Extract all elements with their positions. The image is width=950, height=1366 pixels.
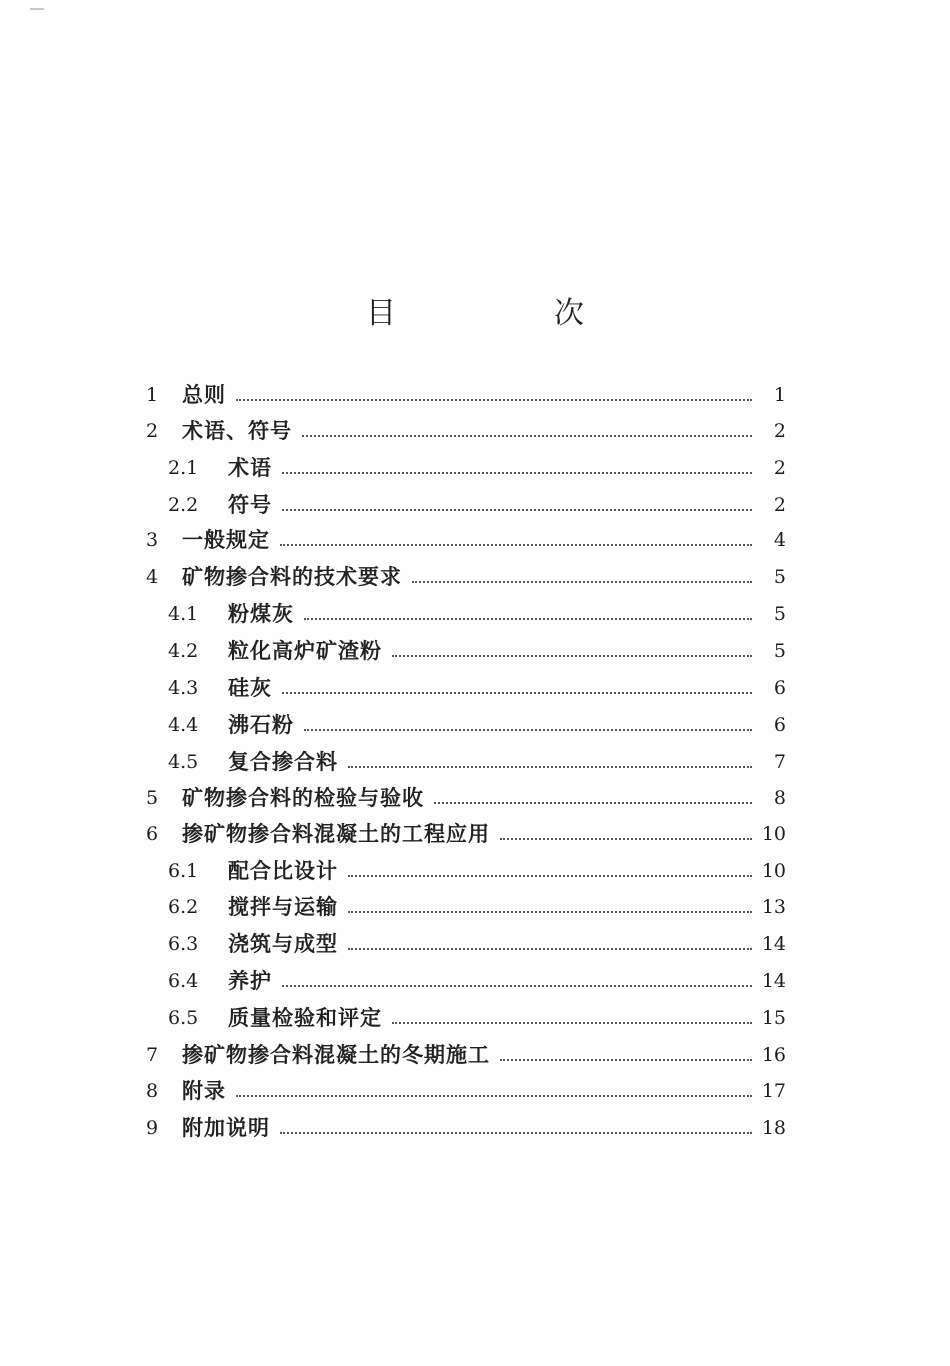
toc-number: 8 (146, 1080, 159, 1102)
toc-number: 5 (146, 787, 159, 809)
toc-entry-6-2[interactable] (168, 893, 786, 921)
toc-page: 5 (773, 640, 786, 662)
toc-entry-4-5[interactable] (168, 748, 786, 776)
toc-label: 硅灰 (228, 676, 272, 700)
toc-page: 10 (761, 860, 786, 882)
toc-number: 2.2 (168, 494, 199, 516)
toc-entry-4-3[interactable] (168, 674, 786, 702)
toc-label: 养护 (228, 969, 272, 993)
toc-entry-5[interactable] (146, 784, 786, 812)
toc-leader (304, 618, 752, 620)
toc-entry-2[interactable] (146, 417, 786, 445)
toc-label: 术语 (228, 456, 272, 480)
toc-number: 4.3 (168, 677, 199, 699)
toc-label: 符号 (228, 493, 272, 517)
toc-number: 6.1 (168, 860, 199, 882)
toc-entry-2-1[interactable] (168, 454, 786, 482)
toc-leader (282, 985, 752, 987)
toc-number: 6 (146, 823, 159, 845)
toc-number: 6.3 (168, 933, 199, 955)
toc-page: 6 (773, 677, 786, 699)
toc-leader (348, 911, 752, 913)
toc-number: 2.1 (168, 457, 199, 479)
toc-number: 1 (146, 384, 159, 406)
toc-number: 6.2 (168, 896, 199, 918)
toc-page: 2 (773, 457, 786, 479)
toc-leader (280, 1132, 752, 1134)
toc-page: 14 (761, 970, 786, 992)
toc-label: 附加说明 (182, 1116, 270, 1140)
toc-number: 4.1 (168, 603, 199, 625)
toc-leader (392, 1022, 752, 1024)
toc-leader (392, 655, 752, 657)
toc-entry-3[interactable] (146, 526, 786, 554)
toc-leader (500, 1059, 752, 1061)
toc-label: 粉煤灰 (228, 602, 294, 626)
toc-number: 4.5 (168, 751, 199, 773)
toc-label: 复合掺合料 (228, 750, 338, 774)
toc-page: 13 (761, 896, 786, 918)
toc-leader (434, 802, 752, 804)
toc-number: 3 (146, 529, 159, 551)
toc-leader (236, 399, 752, 401)
toc-number: 9 (146, 1117, 159, 1139)
toc-page: 7 (773, 751, 786, 773)
toc-number: 6.5 (168, 1007, 199, 1029)
toc-page: 2 (773, 494, 786, 516)
toc-leader (348, 948, 752, 950)
toc-label: 附录 (182, 1079, 226, 1103)
toc-leader (282, 692, 752, 694)
toc-leader (282, 509, 752, 511)
toc-page: 5 (773, 566, 786, 588)
toc-entry-6-4[interactable] (168, 967, 786, 995)
toc-entry-4-1[interactable] (168, 600, 786, 628)
toc-page: 10 (761, 823, 786, 845)
toc-label: 质量检验和评定 (228, 1006, 382, 1030)
toc-page: 16 (761, 1044, 786, 1066)
toc-number: 4 (146, 566, 159, 588)
toc-number: 4.4 (168, 714, 199, 736)
toc-page: 4 (773, 529, 786, 551)
toc-label: 掺矿物掺合料混凝土的冬期施工 (182, 1043, 490, 1067)
toc-leader (500, 838, 752, 840)
toc-entry-4[interactable] (146, 563, 786, 591)
toc-entry-6-3[interactable] (168, 930, 786, 958)
toc-entry-1[interactable] (146, 381, 786, 409)
toc-label: 配合比设计 (228, 859, 338, 883)
toc-page: 5 (773, 603, 786, 625)
toc-label: 浇筑与成型 (228, 932, 338, 956)
toc-leader (348, 875, 752, 877)
toc-label: 沸石粉 (228, 713, 294, 737)
toc-entry-8[interactable] (146, 1077, 786, 1105)
toc-leader (348, 766, 752, 768)
toc-leader (302, 435, 752, 437)
toc-label: 总则 (182, 383, 226, 407)
toc-page: 15 (761, 1007, 786, 1029)
toc-entry-4-2[interactable] (168, 637, 786, 665)
toc-leader (236, 1095, 752, 1097)
toc-leader (282, 472, 752, 474)
toc-label: 粒化高炉矿渣粉 (228, 639, 382, 663)
toc-entry-4-4[interactable] (168, 711, 786, 739)
toc-entry-2-2[interactable] (168, 491, 786, 519)
toc-page: 8 (773, 787, 786, 809)
toc-page: 14 (761, 933, 786, 955)
toc-number: 7 (146, 1044, 159, 1066)
toc-label: 搅拌与运输 (228, 895, 338, 919)
toc-page: 2 (773, 420, 786, 442)
toc-page: 17 (761, 1080, 786, 1102)
toc-number: 6.4 (168, 970, 199, 992)
toc-page: 1 (773, 384, 786, 406)
toc-label: 掺矿物掺合料混凝土的工程应用 (182, 822, 490, 846)
toc-label: 矿物掺合料的检验与验收 (182, 786, 424, 810)
toc-entry-6[interactable] (146, 820, 786, 848)
toc-number: 2 (146, 420, 159, 442)
toc-entry-6-1[interactable] (168, 857, 786, 885)
toc-page: 18 (761, 1117, 786, 1139)
toc-entry-6-5[interactable] (168, 1004, 786, 1032)
toc-leader (412, 581, 752, 583)
toc-label: 术语、符号 (182, 419, 292, 443)
toc-entry-7[interactable] (146, 1041, 786, 1069)
toc-label: 矿物掺合料的技术要求 (182, 565, 402, 589)
toc-entry-9[interactable] (146, 1114, 786, 1142)
page-title: 目 次 (366, 296, 648, 331)
toc-number: 4.2 (168, 640, 199, 662)
toc-page: 6 (773, 714, 786, 736)
toc-leader (304, 729, 752, 731)
toc-label: 一般规定 (182, 528, 270, 552)
toc-leader (280, 544, 752, 546)
